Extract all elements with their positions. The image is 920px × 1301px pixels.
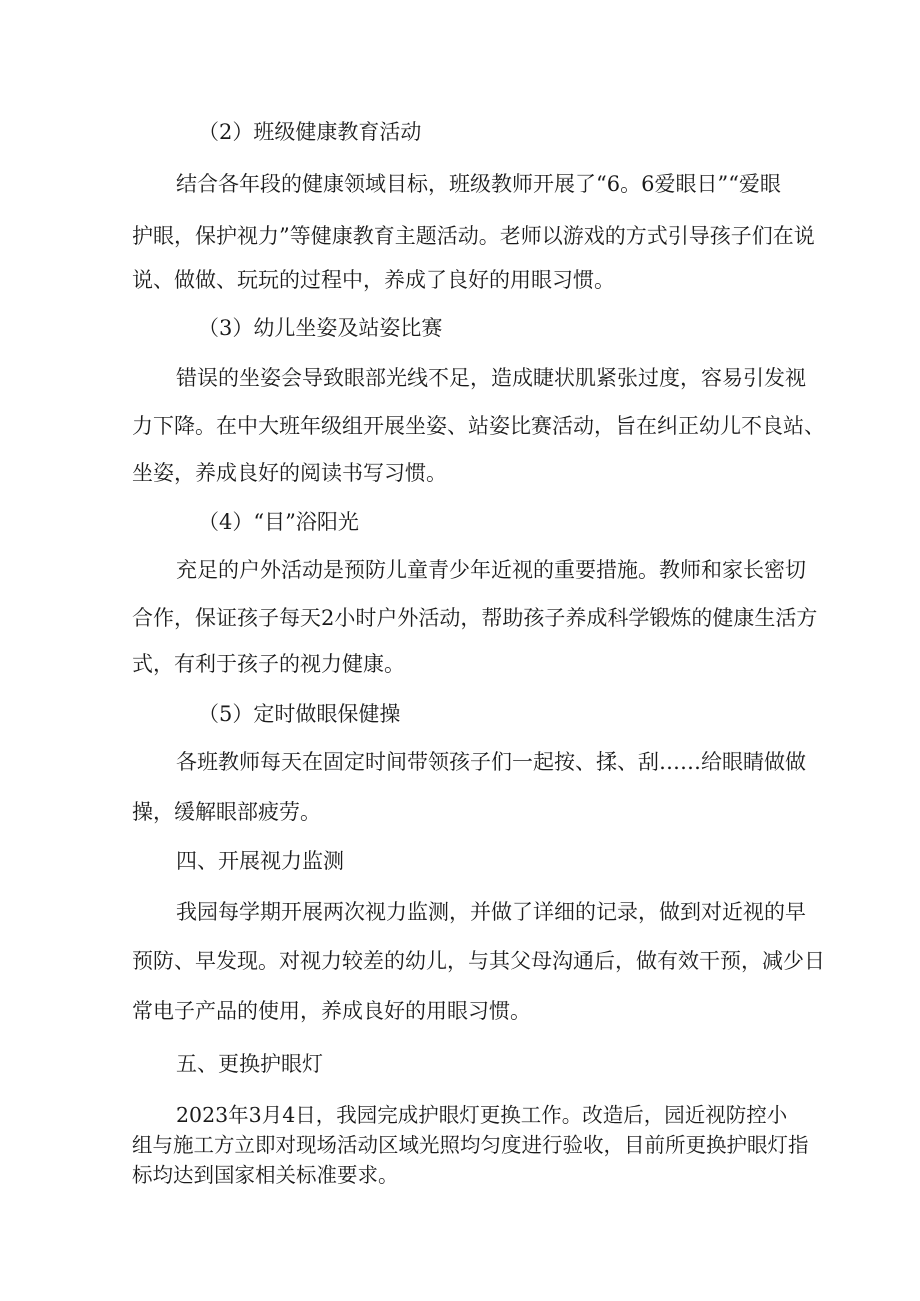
paragraph-line: 式，有利于孩子的视力健康。 (132, 652, 405, 676)
paragraph-line: 常电子产品的使用，养成良好的用眼习惯。 (132, 999, 531, 1023)
paragraph-line: 2023年3月4日，我园完成护眼灯更换工作。改造后，园近视防控小 (176, 1103, 788, 1127)
paragraph-line: 操，缓解眼部疲劳。 (132, 800, 321, 824)
heading-class-health-education: （2）班级健康教育活动 (198, 120, 422, 144)
heading-posture-competition: （3）幼儿坐姿及站姿比赛 (198, 316, 443, 340)
paragraph-line: 我园每学期开展两次视力监测，并做了详细的记录，做到对近视的早 (176, 900, 806, 924)
paragraph-line: 力下降。在中大班年级组开展坐姿、站姿比赛活动，旨在纠正幼儿不良站、 (132, 414, 825, 438)
paragraph-line: 组与施工方立即对现场活动区域光照均匀度进行验收，目前所更换护眼灯指 (132, 1133, 809, 1157)
paragraph-line: 结合各年段的健康领域目标，班级教师开展了“6。6爱眼日”“爱眼 (176, 172, 781, 196)
paragraph-line: 合作，保证孩子每天2小时户外活动，帮助孩子养成科学锻炼的健康生活方 (132, 606, 818, 630)
paragraph-line: 坐姿，养成良好的阅读书写习惯。 (132, 461, 447, 485)
paragraph-line: 预防、早发现。对视力较差的幼儿，与其父母沟通后，做有效干预，减少日 (132, 949, 825, 973)
heading-replace-eye-lamps: 五、更换护眼灯 (176, 1052, 323, 1076)
paragraph-line: 护眼，保护视力”等健康教育主题活动。老师以游戏的方式引导孩子们在说 (132, 224, 815, 248)
paragraph-line: 说、做做、玩玩的过程中，养成了良好的用眼习惯。 (132, 268, 615, 292)
heading-vision-monitoring: 四、开展视力监测 (176, 849, 344, 873)
heading-sunlight: （4）“目”浴阳光 (198, 510, 359, 534)
paragraph-line: 标均达到国家相关标准要求。 (132, 1163, 399, 1187)
heading-eye-exercises: （5）定时做眼保健操 (198, 702, 401, 726)
paragraph-line: 各班教师每天在固定时间带领孩子们一起按、揉、刮……给眼睛做做 (176, 750, 806, 774)
paragraph-line: 错误的坐姿会导致眼部光线不足，造成睫状肌紧张过度，容易引发视 (176, 366, 806, 390)
paragraph-line: 充足的户外活动是预防儿童青少年近视的重要措施。教师和家长密切 (176, 558, 806, 582)
